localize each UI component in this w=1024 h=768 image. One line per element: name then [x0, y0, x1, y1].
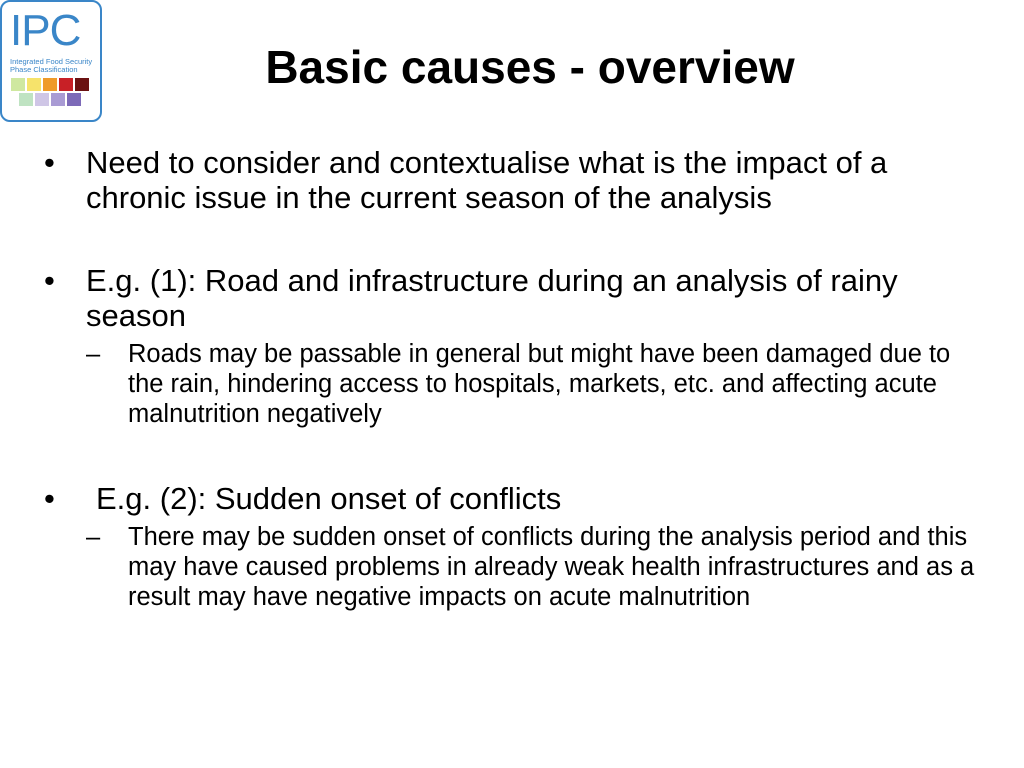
logo-subtitle-line2: Phase Classification: [10, 65, 78, 74]
phase-swatch: [51, 93, 65, 106]
bullet-text-3: E.g. (2): Sudden onset of conflicts: [96, 481, 562, 516]
phase-color-swatches: [11, 78, 89, 108]
slide-content: [44, 145, 984, 612]
sub-text-3-1: There may be sudden onset of conflicts during the analysis period and this may have caused problems in already weak health infrastructures and as a result may have negative impacts on acute malnutrition: [128, 523, 975, 611]
bullet-marker: •: [44, 145, 55, 180]
logo-abbrev: IPC: [10, 6, 81, 55]
phase-swatch: [19, 93, 33, 106]
logo-subtitle-line1: Integrated Food Security: [10, 57, 93, 66]
logo-subtitle: [10, 58, 100, 74]
ipc-logo: [0, 0, 102, 122]
bullet-item-3: [44, 481, 984, 516]
phase-swatch: [11, 78, 25, 91]
phase-swatch: [67, 93, 81, 106]
sub-marker: –: [86, 523, 101, 551]
sub-marker: –: [86, 340, 101, 368]
bullet-marker: •: [44, 263, 55, 298]
sub-item-3-1: [86, 522, 984, 612]
phase-swatch: [43, 78, 57, 91]
bullet-item-2: [44, 263, 984, 333]
sub-item-2-1: [86, 339, 984, 429]
phase-swatch: [35, 93, 49, 106]
swatch-row-1: [11, 78, 89, 91]
slide-title: Basic causes - overview: [265, 41, 795, 93]
bullet-text-2: E.g. (1): Road and infrastructure during an analysis of rainy season: [86, 263, 898, 333]
phase-swatch: [75, 78, 89, 91]
sub-text-2-1: Roads may be passable in general but might have been damaged due to the rain, hindering access to hospitals, markets, etc. and affecting acute malnutrition negatively: [128, 340, 951, 428]
phase-swatch: [27, 78, 41, 91]
bullet-item-1: [44, 145, 984, 215]
bullet-text-1: Need to consider and contextualise what is the impact of a chronic issue in the current season of the analysis: [86, 145, 888, 215]
swatch-row-2: [19, 93, 89, 106]
bullet-marker: •: [44, 481, 55, 516]
phase-swatch: [59, 78, 73, 91]
